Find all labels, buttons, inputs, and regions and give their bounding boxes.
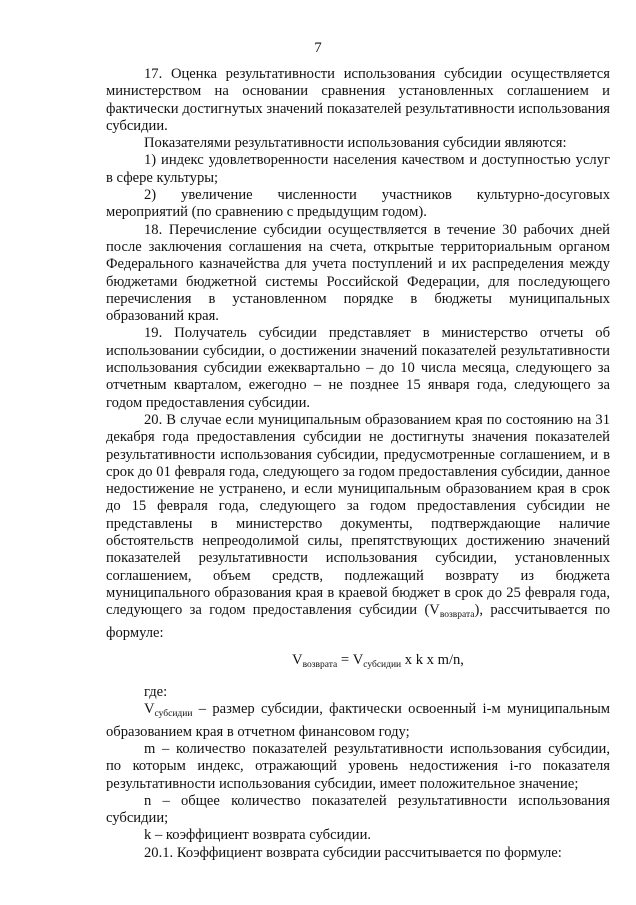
formula-return-volume [146,652,610,674]
paragraph-19: 19. Получатель субсидии представляет в министерство отчеты об использовании субсидии, о достижении значений показателей результативности использования субсидии ежеквартально – до 10 числа месяца, следующего за отчетным кварталом, ежегодно – не позднее 15 января года, следующего за годом предоставления субсидии. [106,325,610,411]
definition-v [106,701,610,741]
definition-n: n – общее количество показателей результативности использования субсидии; [106,792,610,827]
paragraph-20 [106,412,610,642]
indicator-2: 2) увеличение численности участников культурно-досуговых мероприятий (по сравнению с предыдущим годом). [106,187,610,221]
def-v-text: – размер субсидии, фактически освоенный i-м муниципальным образованием края в отчетном финансовом году; [106,701,610,740]
definition-k: k – коэффициент возврата субсидии. [144,827,372,844]
paragraph-20-1: 20.1. Коэффициент возврата субсидии рассчитывается по формуле: [144,844,562,861]
definition-m: m – количество показателей результативности использования субсидии, по которым индекс, отражающий уровень недостижения i-го показателя результативности использования субсидии, имеет положительное значение; [106,740,610,792]
paragraph-20-end: ), рассчитывается по формуле: [106,602,610,641]
formula-sub-return: возврата [302,659,338,670]
document-body [106,66,610,862]
paragraph-20-text: 20. В случае если муниципальным образованием края по состоянию на 31 декабря года предоставления субсидии не достигнуты значения показателей результативности использования субсидии, предусмотренные соглашением, и в срок до 01 февраля года, следующего за годом предоставления субсидии, данное недостижение не устранено, и если муниципальным образованием края в срок до 15 февраля года, следующего за годом предоставления субсидии не представлены в министерство документы, подтверждающие наличие обстоятельств непреодолимой силы, препятствующих достижению значений показателей результативности использования субсидии, установленных соглашением, объем средств, подлежащий возврату из бюджета муниципального образования края в краевой бюджет в срок до 25 февраля года, следующего за годом предоставления субсидии (V [106,411,610,619]
formula-v: V [292,651,303,668]
formula-sub-subsidy: субсидии [363,659,402,670]
paragraph-17: 17. Оценка результативности использования субсидии осуществляется министерством на основании сравнения установленных соглашением и фактически достигнутых значений показателей результативности использования субсидии. [106,66,610,134]
paragraph-18: 18. Перечисление субсидии осуществляется в течение 30 рабочих дней после заключения соглашения на счета, открытые территориальным органом Федерального казначейства для учета поступлений и их распределения между бюджетами бюджетной системы Российской Федерации, для последующего перечисления в установленном порядке в бюджеты муниципальных образований края. [106,221,610,325]
formula-rest: x k x m/n, [401,651,464,668]
paragraph-20-subscript: возврата [439,610,475,621]
indicator-1: 1) индекс удовлетворенности населения качеством и доступностью услуг в сфере культуры; [106,152,610,186]
def-v-symbol: V [144,701,155,718]
page-number: 7 [314,40,322,56]
where-label: где: [144,684,168,701]
def-v-subscript: субсидии [154,709,193,720]
indicators-intro: Показателями результативности использования субсидии являются: [144,135,567,152]
formula-eq: = V [337,651,364,668]
